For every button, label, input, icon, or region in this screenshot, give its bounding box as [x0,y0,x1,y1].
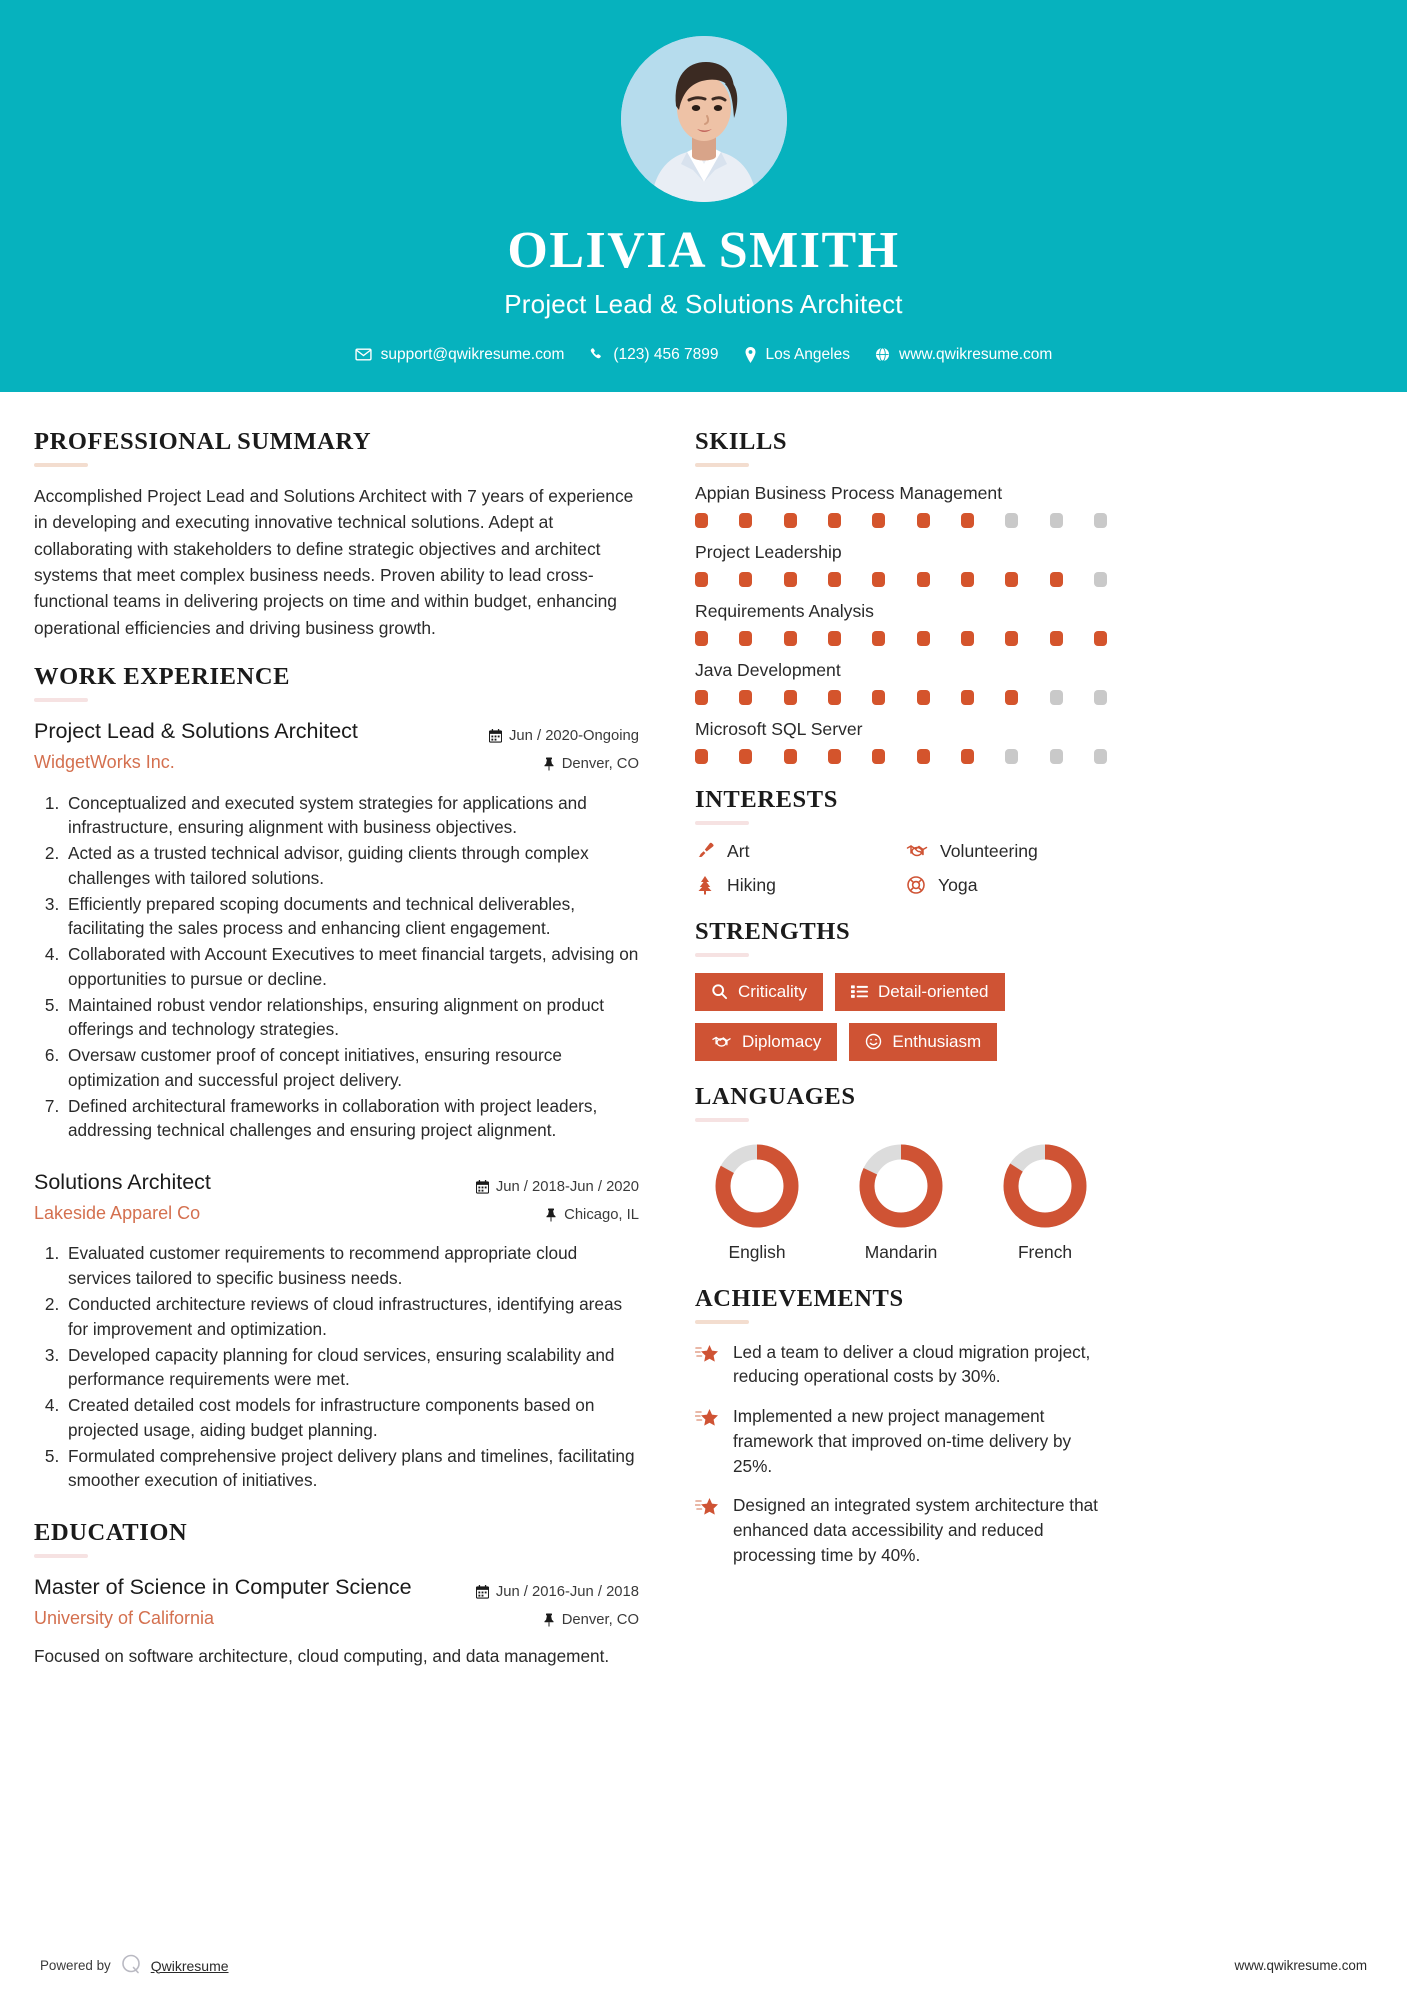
section-divider [695,1118,749,1122]
header-subtitle: Project Lead & Solutions Architect [504,288,903,319]
strength-label: Criticality [738,981,807,1001]
skill-dot-filled [917,572,930,587]
job-location: Denver, CO [561,756,639,773]
job-role: Solutions Architect [34,1170,211,1195]
skill-dot-empty [1094,690,1107,705]
section-professional-summary [34,428,639,642]
strengths-list [695,973,1107,1061]
skill-dot-filled [872,690,885,705]
entry-left [34,718,489,773]
skill-dot-filled [695,572,708,587]
experience-heading: WORK EXPERIENCE [34,663,291,691]
entry-header [34,1574,639,1634]
strength-label: Detail-oriented [877,981,989,1001]
interest-item [695,841,896,862]
job-bullets [34,1241,639,1493]
language-label: French [1017,1241,1073,1262]
education-note: Focused on software architecture, cloud computing, and data management. [34,1646,610,1667]
section-interests [695,786,1373,896]
skill-row [695,719,1373,764]
skill-level-dots [695,513,1107,528]
section-divider [34,463,88,467]
languages-chart-group [695,1138,1107,1263]
location-pin-icon [744,347,757,363]
contact-location [735,346,859,364]
avatar [621,36,787,202]
skill-dot-filled [917,513,930,528]
skill-dot-filled [784,690,797,705]
contact-phone-text: (123) 456 7899 [613,345,719,363]
avatar-photo [621,36,787,202]
skill-dot-filled [828,631,841,646]
section-divider [34,1554,88,1558]
degree-title: Master of Science in Computer Science [34,1575,412,1600]
interest-item [906,841,1107,862]
job-location: Chicago, IL [564,1207,639,1224]
skill-dot-filled [961,690,974,705]
skill-dot-filled [695,690,708,705]
education-dates: Jun / 2016-Jun / 2018 [495,1584,639,1601]
experience-entry [34,1169,639,1493]
language-donut-chart [709,1138,805,1234]
job-company: Lakeside Apparel Co [34,1203,201,1224]
powered-by-label: Powered by [40,1958,111,1973]
contact-phone[interactable] [580,346,727,364]
skill-row [695,660,1373,705]
bullet-item: 4. Created detailed cost models for infrastructure components based on projected usage, aiding budget planning. [64,1393,639,1443]
skill-dot-filled [917,690,930,705]
page-title: OLIVIA SMITH [507,222,900,279]
language-item [983,1138,1107,1263]
entry-header [34,1169,639,1229]
paintbrush-icon [695,841,715,861]
skills-heading: SKILLS [695,427,788,455]
bullet-item: 7. Defined architectural frameworks in collaboration with project leaders, addressing technical challenges and ensuring project alignment. [64,1094,639,1144]
strength-chip-criticality [695,973,823,1011]
bullet-item: 1. Evaluated customer requirements to recommend appropriate cloud services tailored to specific business needs. [64,1241,639,1291]
interest-label: Yoga [938,874,978,895]
job-dates-line [489,722,639,750]
language-label: English [728,1241,786,1262]
bullet-item: 3. Developed capacity planning for cloud services, ensuring scalability and performance requirements were met. [64,1343,639,1393]
interests-grid [695,841,1107,896]
bullet-item: 2. Conducted architecture reviews of cloud infrastructures, identifying areas for improvement and optimization. [64,1292,639,1342]
powered-by-block [40,1953,229,1978]
skill-dot-filled [1050,572,1063,587]
shooting-star-icon [695,1404,719,1478]
achievement-item [695,1404,1115,1478]
skill-dot-empty [1094,749,1107,764]
section-languages [695,1083,1373,1263]
skill-dot-filled [1050,631,1063,646]
footer-url: www.qwikresume.com [1234,1958,1367,1973]
bullet-item: 6. Oversaw customer proof of concept initiatives, ensuring resource optimization and successful project delivery. [64,1043,639,1093]
skill-dot-filled [1005,572,1018,587]
contact-email[interactable] [346,346,574,364]
list-icon [851,984,868,999]
skill-dot-filled [1094,631,1107,646]
languages-heading: LANGUAGES [695,1082,856,1110]
section-work-experience [34,663,639,1493]
calendar-icon [489,729,502,743]
achievement-item [695,1340,1115,1390]
skill-row [695,601,1373,646]
skill-dot-filled [961,749,974,764]
entry-left [34,1574,476,1629]
contact-row [0,346,1407,364]
skill-dot-empty [1050,749,1063,764]
contact-location-text: Los Angeles [765,345,850,363]
summary-text: Accomplished Project Lead and Solutions Architect with 7 years of experience in developing and executing innovative technical solutions. Adept at collaborating with stakeholders to define strategic objectives and architect systems that meet complex business needs. Proven ability to lead cross-functional teams in delivering projects on time and within budget, enhancing operational efficiencies and driving business growth. [34,485,634,638]
school-name: University of California [34,1608,215,1629]
skill-dot-filled [961,513,974,528]
skill-label: Project Leadership [695,541,842,562]
skill-dot-filled [739,749,752,764]
skill-dot-filled [872,513,885,528]
entry-meta [476,1574,639,1634]
bullet-item: 3. Efficiently prepared scoping documents and technical deliverables, facilitating the sales process and enhancing client engagement. [64,892,639,942]
page-footer [0,1953,1407,1978]
section-divider [695,953,749,957]
right-column [667,428,1373,1590]
section-strengths [695,918,1373,1061]
phone-icon [589,347,604,362]
qwikresume-logo-icon [120,1953,142,1978]
language-donut-chart [997,1138,1093,1234]
summary-heading: PROFESSIONAL SUMMARY [34,427,372,455]
entry-left [34,1169,476,1224]
contact-email-text: support@qwikresume.com [380,345,565,363]
strength-chip-diplomacy [695,1023,837,1061]
bullet-item: 4. Collaborated with Account Executives to meet financial targets, advising on opportunities to pursue or decline. [64,942,639,992]
skill-dot-filled [739,513,752,528]
skill-dot-filled [739,690,752,705]
strengths-heading: STRENGTHS [695,917,851,945]
globe-icon [875,347,890,362]
bullet-item: 5. Maintained robust vendor relationships, ensuring alignment on product offerings and technology strategies. [64,993,639,1043]
section-divider [695,1320,749,1324]
entry-meta [476,1169,639,1229]
tree-icon [695,875,715,895]
skill-dot-empty [1005,513,1018,528]
achievement-text: Designed an integrated system architecture that enhanced data accessibility and reduced processing time by 40%. [733,1495,1098,1565]
skill-dot-filled [828,513,841,528]
education-dates-line [476,1578,639,1606]
job-location-line [476,1201,639,1229]
bullet-item: 5. Formulated comprehensive project delivery plans and timelines, facilitating smoother execution of initiatives. [64,1444,639,1494]
job-bullets [34,791,639,1144]
skill-dot-filled [784,513,797,528]
skill-dot-empty [1094,513,1107,528]
language-item [839,1138,963,1263]
skill-dot-filled [872,749,885,764]
achievements-heading: ACHIEVEMENTS [695,1284,904,1312]
job-dates: Jun / 2020-Ongoing [509,728,639,745]
pushpin-icon [543,1613,555,1627]
skill-dot-empty [1005,749,1018,764]
section-divider [695,463,749,467]
skill-dot-empty [1094,572,1107,587]
smiley-icon [865,1033,882,1050]
skill-level-dots [695,690,1107,705]
section-divider [34,698,88,702]
experience-entry [34,718,639,1143]
language-label: Mandarin [864,1241,938,1262]
skill-level-dots [695,572,1107,587]
achievement-item [695,1493,1115,1567]
pushpin-icon [543,757,555,771]
skill-label: Java Development [695,659,841,680]
job-location-line [489,750,639,778]
strength-chip-enthusiasm [849,1023,997,1061]
interest-label: Hiking [727,874,776,895]
skill-row [695,483,1373,528]
job-role: Project Lead & Solutions Architect [34,719,358,744]
skill-dot-filled [739,631,752,646]
achievement-text: Led a team to deliver a cloud migration project, reducing operational costs by 30%. [733,1341,1091,1387]
skill-dot-filled [784,631,797,646]
interest-item [695,875,896,896]
job-dates-line [476,1173,639,1201]
contact-website-text: www.qwikresume.com [899,345,1053,363]
skill-dot-filled [961,631,974,646]
skill-level-dots [695,631,1107,646]
skill-dot-filled [695,631,708,646]
skill-label: Microsoft SQL Server [695,718,863,739]
skill-dot-filled [1005,690,1018,705]
job-dates: Jun / 2018-Jun / 2020 [495,1179,639,1196]
magnifier-icon [711,983,728,1000]
calendar-icon [476,1180,489,1194]
education-location: Denver, CO [561,1612,639,1629]
pushpin-icon [545,1208,557,1222]
skill-label: Appian Business Process Management [695,482,1003,503]
skills-list [695,483,1373,764]
bullet-item: 2. Acted as a trusted technical advisor, guiding clients through complex challenges with tailored solutions. [64,841,639,891]
skill-dot-filled [828,572,841,587]
skill-dot-empty [1050,513,1063,528]
job-company: WidgetWorks Inc. [34,752,175,773]
language-donut-chart [853,1138,949,1234]
shooting-star-icon [695,1493,719,1567]
skill-dot-empty [1050,690,1063,705]
strength-chip-detail-oriented [835,973,1005,1011]
qwikresume-link[interactable]: Qwikresume [150,1957,229,1974]
interests-heading: INTERESTS [695,785,838,813]
skill-dot-filled [961,572,974,587]
skill-label: Requirements Analysis [695,600,874,621]
language-item [695,1138,819,1263]
entry-header [34,718,639,778]
skill-row [695,542,1373,587]
skill-dot-filled [872,572,885,587]
bullet-item: 1. Conceptualized and executed system strategies for applications and infrastructure, ensuring alignment with business objectives. [64,791,639,841]
skill-dot-filled [695,749,708,764]
achievements-list [695,1340,1373,1568]
interest-item [906,875,1107,896]
skill-dot-filled [917,631,930,646]
section-achievements [695,1285,1373,1568]
entry-meta [489,718,639,778]
achievement-text: Implemented a new project management framework that improved on-time delivery by 25%. [733,1406,1072,1476]
skill-dot-filled [1005,631,1018,646]
skill-dot-filled [872,631,885,646]
strength-label: Diplomacy [742,1031,822,1051]
skill-level-dots [695,749,1107,764]
section-education [34,1519,639,1669]
shooting-star-icon [695,1340,719,1390]
handshake-icon [906,841,928,861]
lifebuoy-icon [906,875,926,895]
skill-dot-filled [828,749,841,764]
interest-label: Volunteering [940,840,1038,861]
section-skills [695,428,1373,764]
skill-dot-filled [828,690,841,705]
education-location-line [476,1606,639,1634]
section-divider [695,821,749,825]
skill-dot-filled [739,572,752,587]
strength-label: Enthusiasm [892,1031,982,1051]
skill-dot-filled [695,513,708,528]
skill-dot-filled [784,749,797,764]
interest-label: Art [727,840,750,861]
education-heading: EDUCATION [34,1519,188,1547]
envelope-icon [355,346,372,363]
skill-dot-filled [784,572,797,587]
left-column [34,428,639,1696]
contact-website[interactable] [866,346,1061,364]
resume-header [0,0,1407,392]
resume-body [0,392,1407,1696]
handshake-icon [711,1033,732,1051]
calendar-icon [476,1585,489,1599]
skill-dot-filled [917,749,930,764]
education-entry [34,1574,639,1669]
